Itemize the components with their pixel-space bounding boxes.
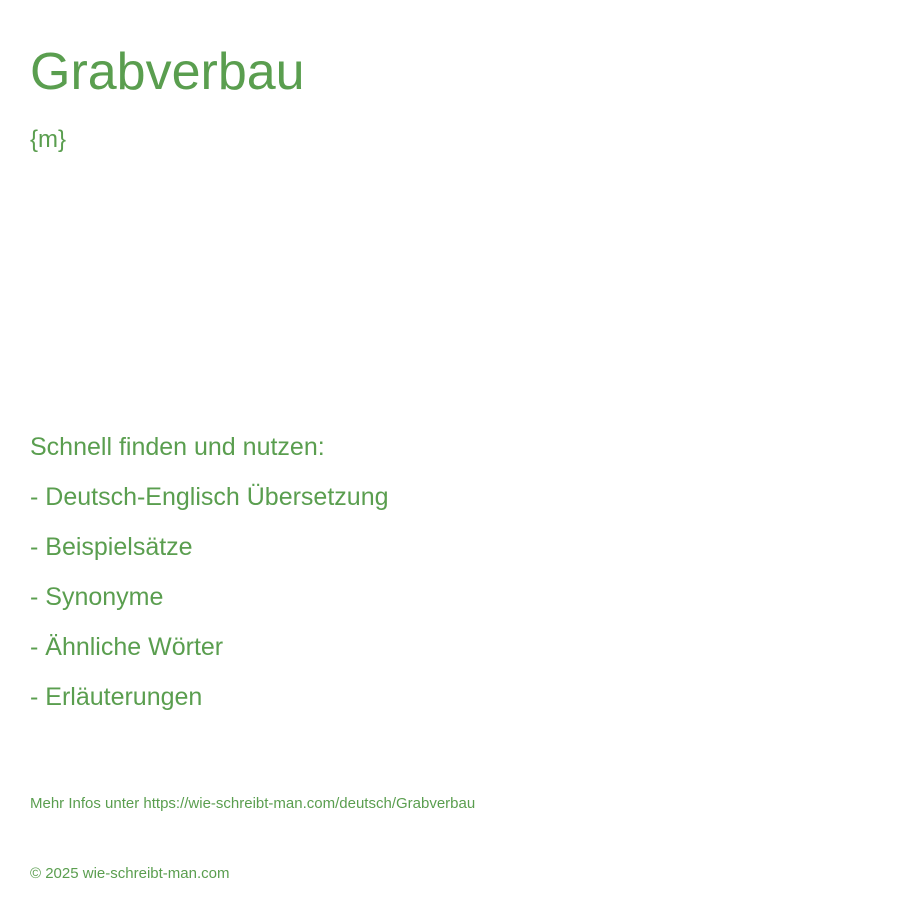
feature-item-translation: - Deutsch-Englisch Übersetzung bbox=[30, 483, 389, 511]
feature-item-explanations: - Erläuterungen bbox=[30, 683, 203, 711]
gender-tag: {m} bbox=[30, 126, 67, 153]
copyright-text: © 2025 wie-schreibt-man.com bbox=[30, 865, 230, 882]
feature-list-heading: Schnell finden und nutzen: bbox=[30, 433, 325, 461]
more-info-text: Mehr Infos unter https://wie-schreibt-man.com/deutsch/Grabverbau bbox=[30, 795, 476, 812]
feature-list bbox=[30, 422, 389, 722]
feature-item-example-sentences: - Beispielsätze bbox=[30, 533, 193, 561]
feature-item-synonyms: - Synonyme bbox=[30, 583, 164, 611]
feature-item-similar-words: - Ähnliche Wörter bbox=[30, 633, 224, 661]
page-title: Grabverbau bbox=[30, 43, 305, 101]
